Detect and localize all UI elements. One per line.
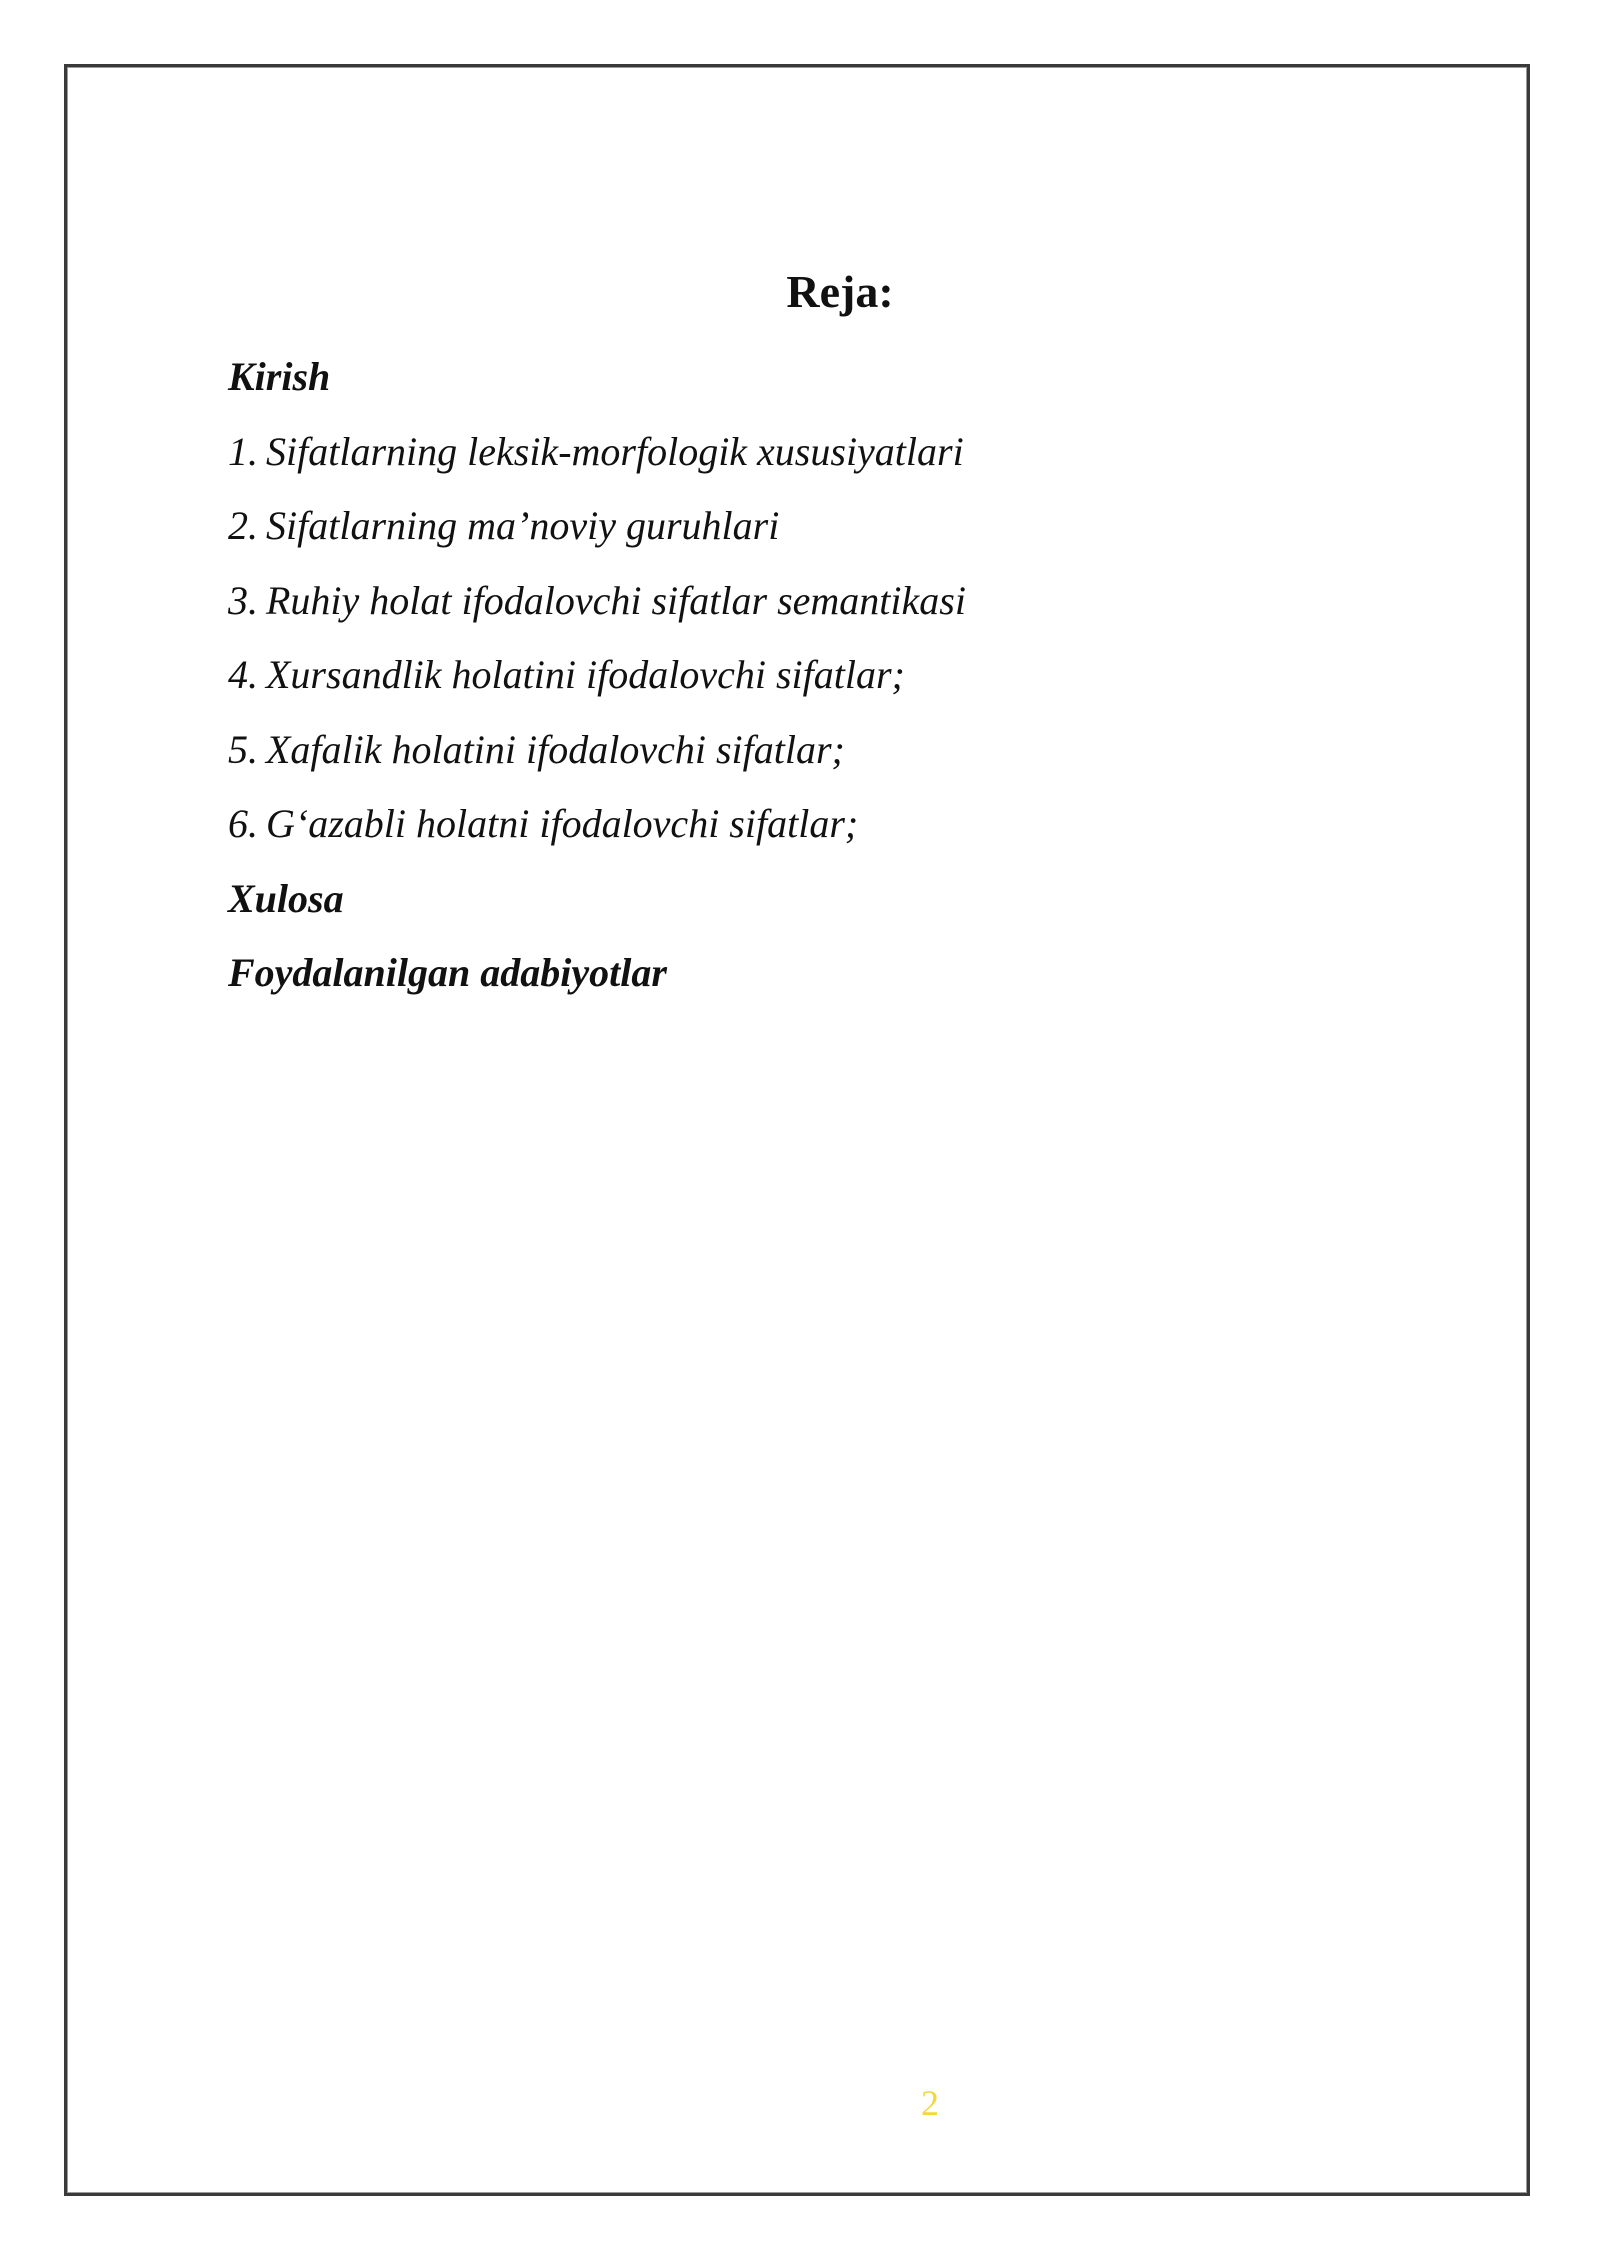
toc-item-number: 2. (228, 503, 258, 548)
plan-title: Reja: (786, 266, 894, 317)
toc-item-text: Sifatlarning leksik-morfologik xususiyatlari (266, 428, 964, 474)
toc-item-text: Kirish (228, 354, 331, 399)
toc-item-6 (228, 787, 966, 862)
toc-item-1 (228, 415, 966, 490)
toc-item-text: Xafalik holatini ifodalovchi sifatlar; (266, 726, 845, 772)
toc-item-introduction (228, 340, 966, 415)
toc-item-conclusion (228, 862, 966, 937)
toc-item-number: 5. (228, 726, 258, 772)
toc-item-text: G‘azabli holatni ifodalovchi sifatlar; (266, 801, 859, 846)
toc-item-references (228, 936, 966, 1011)
toc-item-number: 1. (228, 428, 258, 474)
toc-item-number: 3. (228, 577, 258, 623)
toc-item-number: 6. (228, 801, 258, 846)
toc-item-text: Sifatlarning ma’noviy guruhlari (266, 503, 780, 548)
toc-item-text: Xulosa (228, 875, 344, 921)
toc-item-4 (228, 638, 966, 713)
toc-item-2 (228, 489, 966, 564)
toc-item-text: Xursandlik holatini ifodalovchi sifatlar; (266, 652, 905, 697)
page-number: 2 (921, 2083, 939, 2123)
toc-item-text: Ruhiy holat ifodalovchi sifatlar semantikasi (266, 577, 966, 623)
toc-item-text: Foydalanilgan adabiyotlar (228, 950, 667, 995)
table-of-contents (228, 340, 966, 1011)
toc-item-number: 4. (228, 652, 258, 697)
toc-item-5 (228, 713, 966, 788)
toc-item-3 (228, 564, 966, 639)
